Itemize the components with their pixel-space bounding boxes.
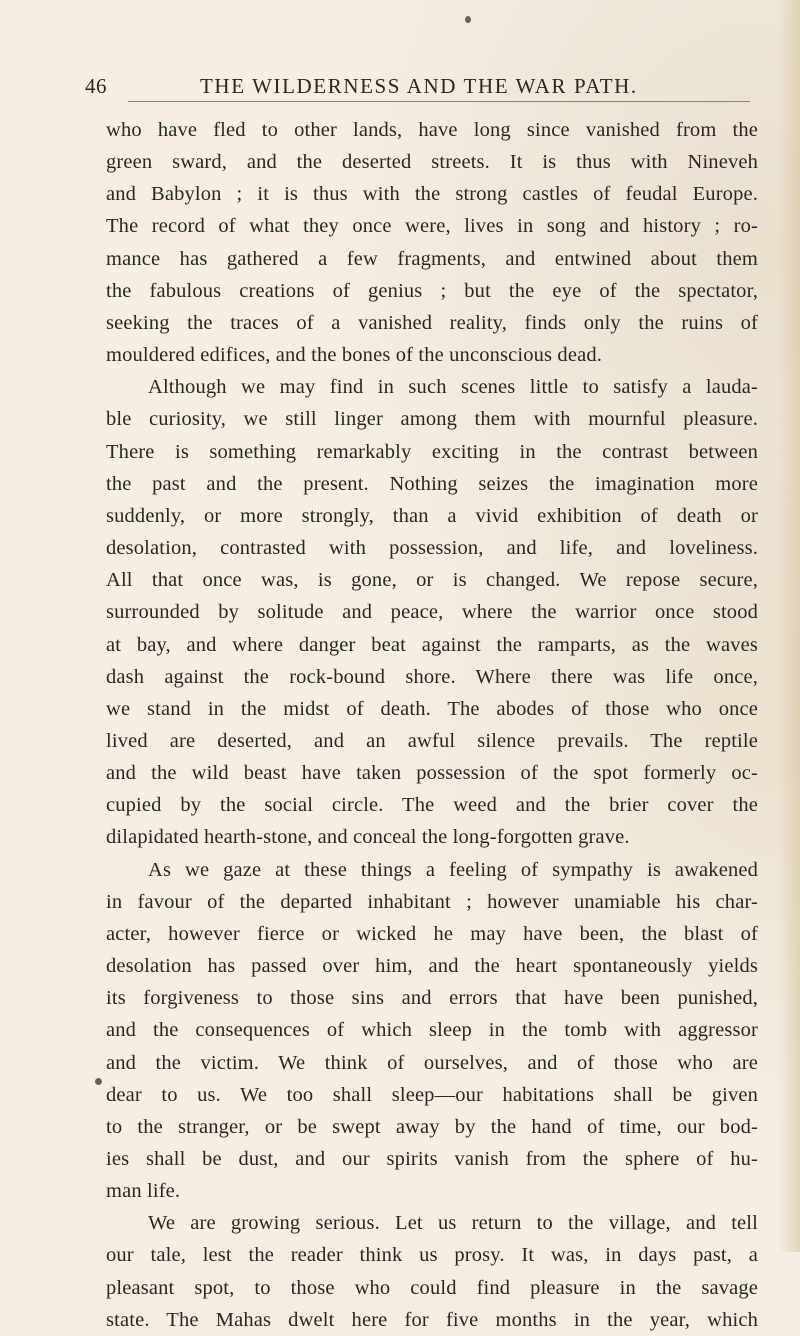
ink-spot (95, 1078, 102, 1085)
text-line: green sward, and the deserted streets. It is thus with Nineveh (106, 151, 758, 174)
text-line: We are growing serious. Let us return to the village, and tell (148, 1212, 758, 1235)
text-line: and the consequences of which sleep in the tomb with aggressor (106, 1019, 758, 1042)
text-line: our tale, lest the reader think us prosy. It was, in days past, a (106, 1244, 758, 1267)
running-head: THE WILDERNESS AND THE WAR PATH. (200, 74, 638, 98)
text-line: mouldered edifices, and the bones of the unconscious dead. (106, 344, 602, 367)
text-line: acter, however fierce or wicked he may have been, the blast of (106, 922, 758, 945)
text-line: As we gaze at these things a feeling of sympathy is awakened (148, 858, 758, 881)
text-line: and Babylon ; it is thus with the strong castles of feudal Europe. (106, 183, 758, 206)
text-line: dilapidated hearth-stone, and conceal the long-forgotten grave. (106, 826, 630, 849)
text-line: dash against the rock-bound shore. Where there was life once, (106, 665, 758, 688)
text-line: ble curiosity, we still linger among them with mournful pleasure. (106, 408, 758, 431)
text-line: its forgiveness to those sins and errors that have been punished, (106, 987, 758, 1010)
text-line: suddenly, or more strongly, than a vivid exhibition of death or (106, 504, 758, 527)
text-line: All that once was, is gone, or is changed. We repose secure, (106, 569, 758, 592)
ink-spot (465, 16, 471, 23)
header-rule (128, 101, 750, 102)
text-line: mance has gathered a few fragments, and entwined about them (106, 247, 758, 270)
text-line: pleasant spot, to those who could find pleasure in the savage (106, 1276, 758, 1299)
body-text (106, 114, 758, 1336)
text-line: the fabulous creations of genius ; but the eye of the spectator, (106, 279, 758, 302)
text-line: ies shall be dust, and our spirits vanish from the sphere of hu- (106, 1148, 758, 1170)
text-line: in favour of the departed inhabitant ; however unamiable his char- (106, 890, 758, 913)
page-header (0, 74, 800, 104)
text-line: Although we may find in such scenes little to satisfy a lauda- (148, 376, 758, 399)
text-line: seeking the traces of a vanished reality, finds only the ruins of (106, 311, 758, 334)
text-line: surrounded by solitude and peace, where the warrior once stood (106, 601, 758, 624)
text-line: desolation, contrasted with possession, and life, and loveliness. (106, 537, 758, 560)
text-line: we stand in the midst of death. The abodes of those who once (106, 697, 758, 720)
page-number: 46 (85, 74, 107, 98)
page-edge-shadow (778, 0, 800, 1252)
text-line: to the stranger, or be swept away by the hand of time, our bod- (106, 1115, 758, 1138)
text-line: lived are deserted, and an awful silence prevails. The reptile (106, 729, 758, 752)
text-line: cupied by the social circle. The weed and the brier cover the (106, 794, 758, 817)
text-line: the past and the present. Nothing seizes the imagination more (106, 472, 758, 495)
text-line: dear to us. We too shall sleep—our habitations shall be given (106, 1083, 758, 1106)
text-line: There is something remarkably exciting in the contrast between (106, 440, 758, 463)
text-line: who have fled to other lands, have long since vanished from the (106, 119, 758, 141)
text-line: state. The Mahas dwelt here for five months in the year, which (106, 1308, 758, 1331)
text-line: desolation has passed over him, and the heart spontaneously yields (106, 955, 758, 978)
text-line: man life. (106, 1180, 181, 1203)
text-line: at bay, and where danger beat against the ramparts, as the waves (106, 633, 758, 656)
text-line: and the wild beast have taken possession of the spot formerly oc- (106, 762, 758, 785)
text-line: and the victim. We think of ourselves, and of those who are (106, 1051, 758, 1074)
text-line: The record of what they once were, lives in song and history ; ro- (106, 215, 758, 238)
